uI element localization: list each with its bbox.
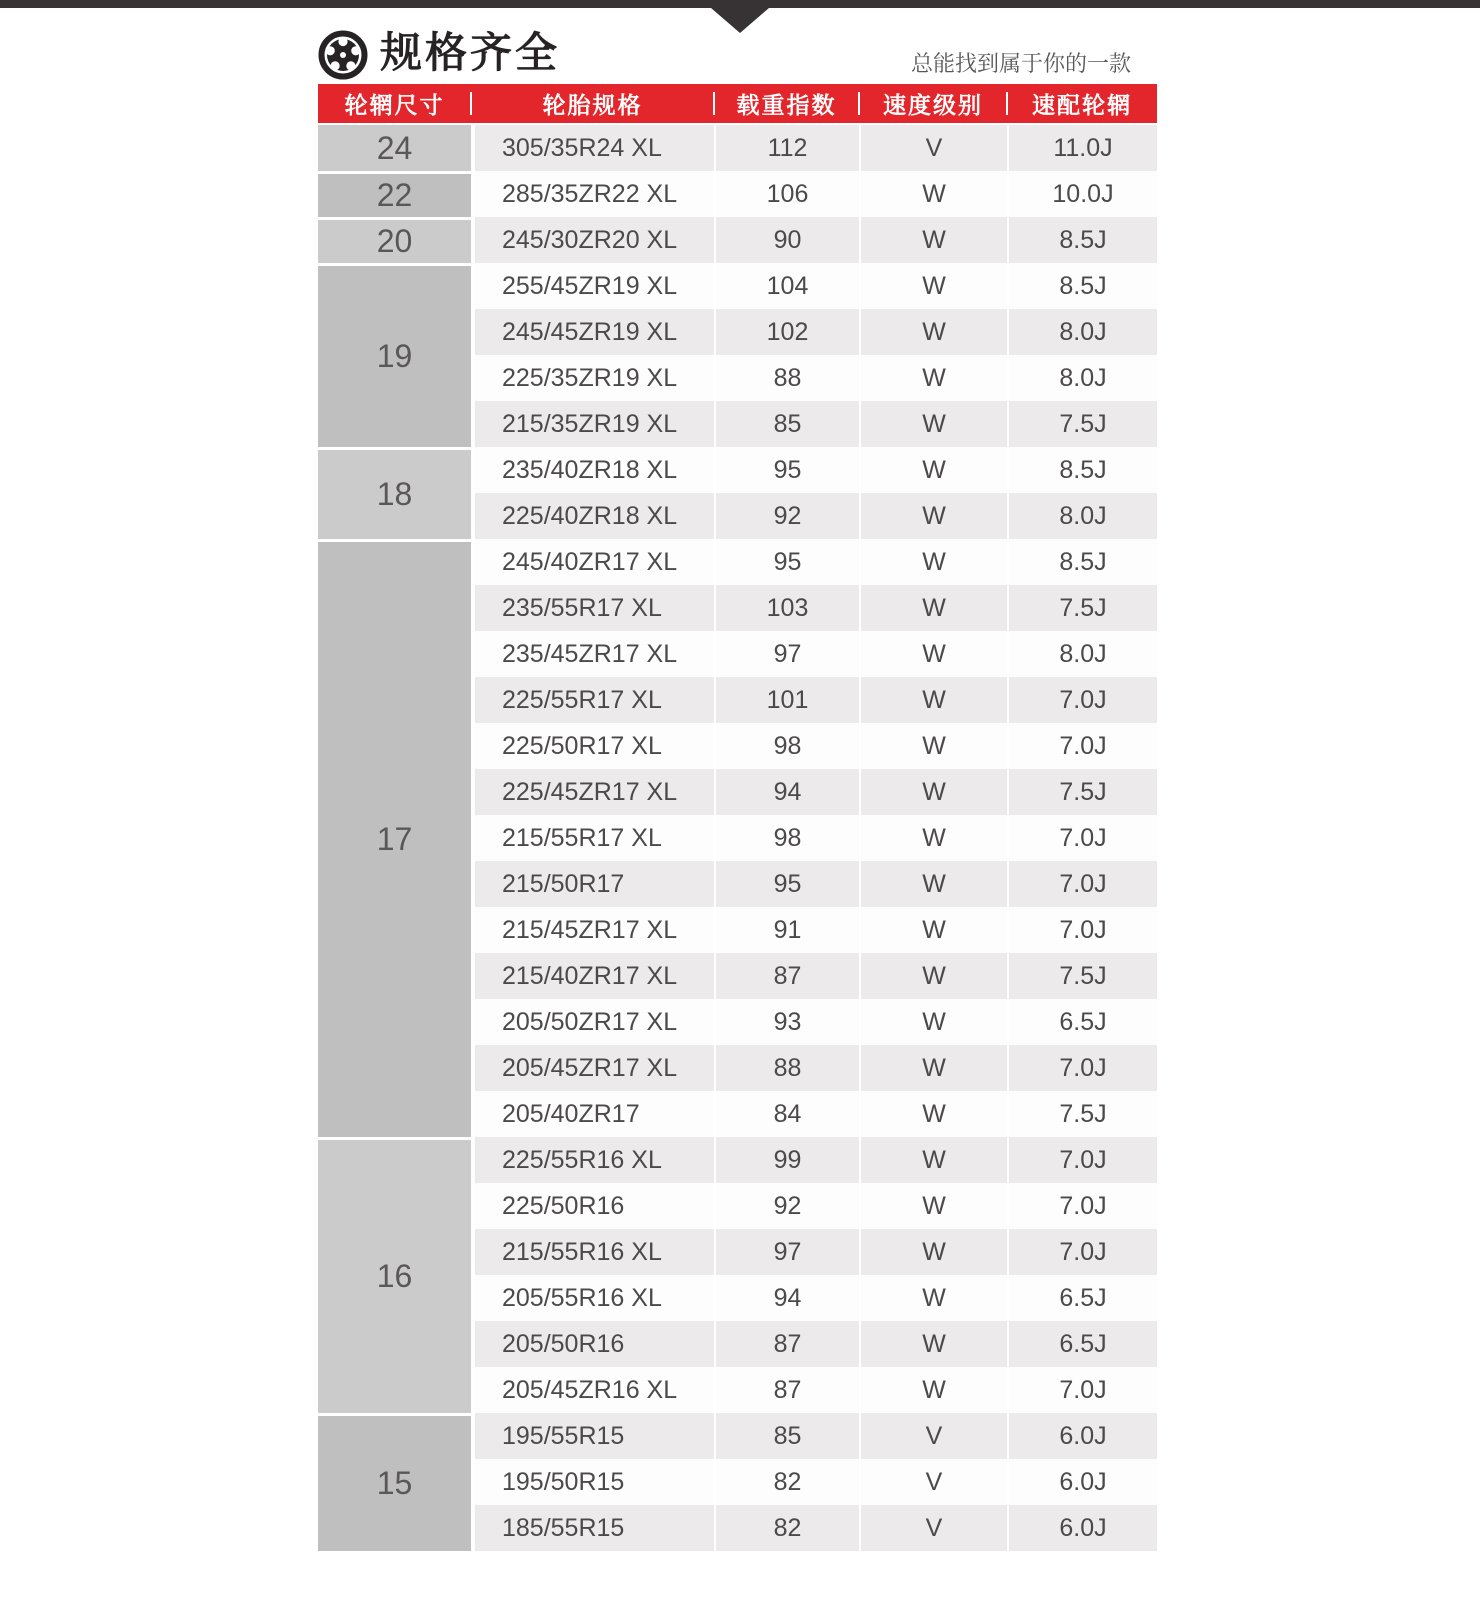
cell-matching-rim: 8.0J [1007, 631, 1157, 677]
cell-load-index: 95 [714, 539, 859, 585]
cell-speed-rating: W [859, 171, 1007, 217]
cell-tire-spec: 225/35ZR19 XL [502, 363, 678, 392]
rim-size-cell: 18 [318, 447, 471, 539]
cell-load-index: 102 [714, 309, 859, 355]
cell-tire-spec: 215/40ZR17 XL [502, 961, 678, 990]
cell-speed-rating: W [859, 585, 1007, 631]
cell-tire-spec: 215/45ZR17 XL [502, 915, 678, 944]
cell-load-index: 103 [714, 585, 859, 631]
cell-speed-rating: V [859, 1413, 1007, 1459]
table-row [475, 401, 1157, 447]
table-row [475, 1321, 1157, 1367]
cell-load-index: 95 [714, 861, 859, 907]
cell-tire-spec: 245/45ZR19 XL [502, 317, 678, 346]
cell-tire-spec: 205/45ZR17 XL [502, 1053, 678, 1082]
cell-speed-rating: W [859, 217, 1007, 263]
table-row [475, 1137, 1157, 1183]
rim-size-cell: 17 [318, 539, 471, 1137]
cell-load-index: 95 [714, 447, 859, 493]
table-row [475, 539, 1157, 585]
cell-load-index: 85 [714, 401, 859, 447]
rim-size-cell: 20 [318, 217, 471, 263]
cell-load-index: 92 [714, 1183, 859, 1229]
cell-speed-rating: W [859, 1137, 1007, 1183]
cell-matching-rim: 8.0J [1007, 493, 1157, 539]
cell-load-index: 87 [714, 1321, 859, 1367]
cell-matching-rim: 6.0J [1007, 1413, 1157, 1459]
table-row [475, 999, 1157, 1045]
cell-matching-rim: 8.0J [1007, 355, 1157, 401]
cell-matching-rim: 7.0J [1007, 815, 1157, 861]
cell-load-index: 82 [714, 1505, 859, 1551]
table-body-rows [475, 125, 1157, 1551]
cell-matching-rim: 7.5J [1007, 769, 1157, 815]
table-row [475, 907, 1157, 953]
cell-matching-rim: 7.0J [1007, 907, 1157, 953]
cell-speed-rating: W [859, 769, 1007, 815]
cell-matching-rim: 7.5J [1007, 953, 1157, 999]
cell-speed-rating: W [859, 1045, 1007, 1091]
table-row [475, 1505, 1157, 1551]
cell-matching-rim: 6.0J [1007, 1459, 1157, 1505]
cell-tire-spec: 215/55R16 XL [502, 1237, 662, 1266]
cell-speed-rating: W [859, 401, 1007, 447]
cell-speed-rating: W [859, 539, 1007, 585]
cell-matching-rim: 6.5J [1007, 1275, 1157, 1321]
cell-matching-rim: 7.0J [1007, 861, 1157, 907]
cell-tire-spec: 225/45ZR17 XL [502, 777, 678, 806]
table-row [475, 447, 1157, 493]
cell-load-index: 87 [714, 953, 859, 999]
cell-tire-spec: 215/50R17 [502, 869, 625, 898]
cell-tire-spec: 225/50R16 [502, 1191, 625, 1220]
cell-matching-rim: 7.0J [1007, 1367, 1157, 1413]
cell-tire-spec: 195/50R15 [502, 1467, 625, 1496]
section-subtitle: 总能找到属于你的一款 [910, 51, 1131, 76]
table-row [475, 1459, 1157, 1505]
cell-speed-rating: V [859, 1459, 1007, 1505]
cell-matching-rim: 8.5J [1007, 539, 1157, 585]
rim-size-cell: 16 [318, 1137, 471, 1413]
table-row [475, 1275, 1157, 1321]
cell-load-index: 82 [714, 1459, 859, 1505]
cell-matching-rim: 7.0J [1007, 1045, 1157, 1091]
table-row [475, 217, 1157, 263]
table-row [475, 723, 1157, 769]
table-row [475, 585, 1157, 631]
cell-matching-rim: 6.5J [1007, 999, 1157, 1045]
table-row [475, 861, 1157, 907]
cell-load-index: 112 [714, 125, 859, 171]
cell-speed-rating: W [859, 1275, 1007, 1321]
cell-matching-rim: 10.0J [1007, 171, 1157, 217]
cell-speed-rating: W [859, 907, 1007, 953]
cell-matching-rim: 7.0J [1007, 1183, 1157, 1229]
cell-speed-rating: W [859, 677, 1007, 723]
table-row [475, 631, 1157, 677]
cell-matching-rim: 7.0J [1007, 723, 1157, 769]
table-row [475, 1413, 1157, 1459]
cell-load-index: 91 [714, 907, 859, 953]
cell-speed-rating: V [859, 1505, 1007, 1551]
cell-load-index: 90 [714, 217, 859, 263]
cell-matching-rim: 8.0J [1007, 309, 1157, 355]
rim-size-cell: 22 [318, 171, 471, 217]
cell-load-index: 97 [714, 1229, 859, 1275]
cell-tire-spec: 235/40ZR18 XL [502, 455, 678, 484]
section-header [318, 26, 1157, 82]
cell-matching-rim: 7.5J [1007, 1091, 1157, 1137]
cell-speed-rating: W [859, 953, 1007, 999]
cell-matching-rim: 7.5J [1007, 585, 1157, 631]
cell-speed-rating: W [859, 861, 1007, 907]
table-row [475, 1229, 1157, 1275]
cell-load-index: 97 [714, 631, 859, 677]
cell-matching-rim: 7.0J [1007, 1229, 1157, 1275]
table-row [475, 677, 1157, 723]
cell-tire-spec: 225/55R17 XL [502, 685, 662, 714]
table-row [475, 1091, 1157, 1137]
cell-load-index: 104 [714, 263, 859, 309]
table-body-groups [318, 125, 471, 1551]
cell-speed-rating: W [859, 493, 1007, 539]
table-body [318, 125, 1157, 1551]
column-header-load-index: 载重指数 [714, 84, 859, 123]
cell-tire-spec: 215/35ZR19 XL [502, 409, 678, 438]
table-row [475, 355, 1157, 401]
cell-load-index: 84 [714, 1091, 859, 1137]
cell-load-index: 85 [714, 1413, 859, 1459]
cell-tire-spec: 235/55R17 XL [502, 593, 662, 622]
column-header-matching-rim: 速配轮辋 [1007, 84, 1157, 123]
table-row [475, 309, 1157, 355]
rim-size-cell: 15 [318, 1413, 471, 1551]
table-row [475, 125, 1157, 171]
cell-matching-rim: 7.0J [1007, 1137, 1157, 1183]
cell-matching-rim: 8.5J [1007, 447, 1157, 493]
cell-matching-rim: 6.0J [1007, 1505, 1157, 1551]
table-header-row [318, 84, 1157, 123]
cell-tire-spec: 225/50R17 XL [502, 731, 662, 760]
cell-matching-rim: 7.0J [1007, 677, 1157, 723]
column-header-tire-spec: 轮胎规格 [471, 84, 714, 123]
cell-matching-rim: 8.5J [1007, 217, 1157, 263]
cell-tire-spec: 305/35R24 XL [502, 133, 662, 162]
table-row [475, 815, 1157, 861]
cell-tire-spec: 205/50R16 [502, 1329, 625, 1358]
cell-matching-rim: 8.5J [1007, 263, 1157, 309]
cell-load-index: 106 [714, 171, 859, 217]
cell-speed-rating: W [859, 1367, 1007, 1413]
cell-tire-spec: 225/55R16 XL [502, 1145, 662, 1174]
table-row [475, 493, 1157, 539]
cell-load-index: 94 [714, 769, 859, 815]
cell-load-index: 92 [714, 493, 859, 539]
cell-speed-rating: W [859, 355, 1007, 401]
cell-speed-rating: W [859, 263, 1007, 309]
cell-load-index: 98 [714, 723, 859, 769]
cell-tire-spec: 285/35ZR22 XL [502, 179, 678, 208]
wheel-icon [318, 30, 368, 80]
cell-load-index: 87 [714, 1367, 859, 1413]
cell-speed-rating: W [859, 309, 1007, 355]
cell-tire-spec: 205/50ZR17 XL [502, 1007, 678, 1036]
cell-load-index: 88 [714, 1045, 859, 1091]
cell-speed-rating: W [859, 1229, 1007, 1275]
cell-matching-rim: 6.5J [1007, 1321, 1157, 1367]
table-row [475, 953, 1157, 999]
cell-tire-spec: 215/55R17 XL [502, 823, 662, 852]
tire-spec-table [318, 84, 1157, 1551]
cell-matching-rim: 11.0J [1007, 125, 1157, 171]
table-row [475, 263, 1157, 309]
cell-tire-spec: 205/55R16 XL [502, 1283, 662, 1312]
cell-speed-rating: W [859, 1091, 1007, 1137]
rim-size-cell: 24 [318, 125, 471, 171]
cell-speed-rating: W [859, 1183, 1007, 1229]
cell-tire-spec: 235/45ZR17 XL [502, 639, 678, 668]
cell-tire-spec: 225/40ZR18 XL [502, 501, 678, 530]
cell-tire-spec: 245/30ZR20 XL [502, 225, 678, 254]
cell-matching-rim: 7.5J [1007, 401, 1157, 447]
cell-tire-spec: 205/45ZR16 XL [502, 1375, 678, 1404]
cell-tire-spec: 185/55R15 [502, 1513, 625, 1542]
column-header-speed-rating: 速度级别 [859, 84, 1007, 123]
cell-speed-rating: W [859, 1321, 1007, 1367]
cell-tire-spec: 245/40ZR17 XL [502, 547, 678, 576]
page-title: 规格齐全 [380, 29, 561, 76]
cell-tire-spec: 255/45ZR19 XL [502, 271, 678, 300]
table-row [475, 1367, 1157, 1413]
cell-speed-rating: W [859, 631, 1007, 677]
cell-speed-rating: W [859, 723, 1007, 769]
cell-speed-rating: W [859, 999, 1007, 1045]
cell-speed-rating: W [859, 447, 1007, 493]
cell-load-index: 101 [714, 677, 859, 723]
cell-speed-rating: V [859, 125, 1007, 171]
cell-speed-rating: W [859, 815, 1007, 861]
cell-load-index: 93 [714, 999, 859, 1045]
table-row [475, 1183, 1157, 1229]
table-row [475, 171, 1157, 217]
cell-load-index: 98 [714, 815, 859, 861]
cell-load-index: 99 [714, 1137, 859, 1183]
cell-tire-spec: 205/40ZR17 [502, 1099, 640, 1128]
cell-load-index: 88 [714, 355, 859, 401]
top-dark-bar [0, 0, 1480, 8]
cell-load-index: 94 [714, 1275, 859, 1321]
cell-tire-spec: 195/55R15 [502, 1421, 625, 1450]
column-header-rim-size: 轮辋尺寸 [344, 92, 445, 118]
table-row [475, 769, 1157, 815]
rim-size-cell: 19 [318, 263, 471, 447]
table-row [475, 1045, 1157, 1091]
